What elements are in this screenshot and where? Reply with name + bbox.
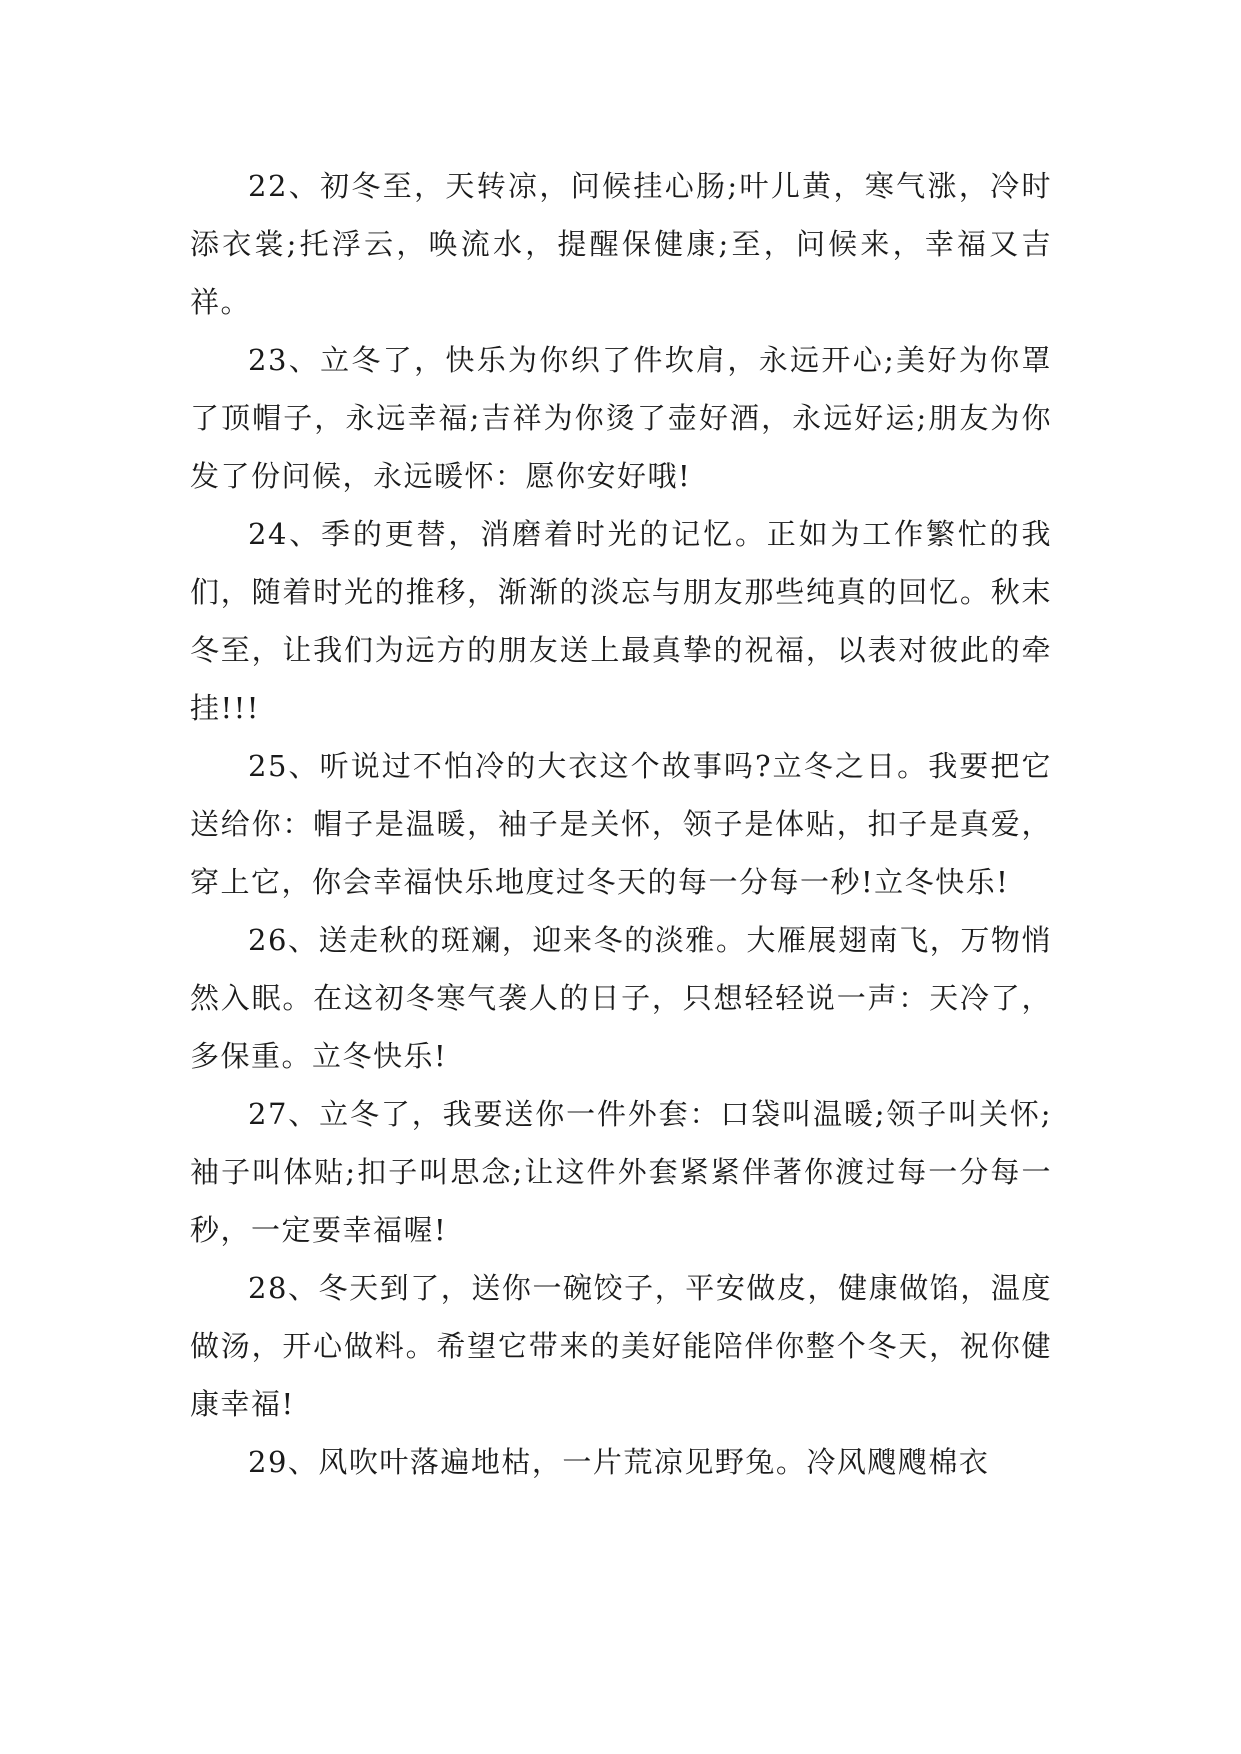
paragraph-23: 23、立冬了，快乐为你织了件坎肩，永远开心;美好为你罩了顶帽子，永远幸福;吉祥为你烫了壶好酒，永远好运;朋友为你发了份问候，永远暖怀：愿你安好哦! xyxy=(190,343,1052,493)
paragraph-27: 27、立冬了，我要送你一件外套：口袋叫温暖;领子叫关怀;袖子叫体贴;扣子叫思念;让这件外套紧紧伴著你渡过每一分每一秒，一定要幸福喔! xyxy=(190,1097,1052,1247)
paragraph-28: 28、冬天到了，送你一碗饺子，平安做皮，健康做馅，温度做汤，开心做料。希望它带来的美好能陪伴你整个冬天，祝你健康幸福! xyxy=(190,1271,1052,1421)
paragraph-29: 29、风吹叶落遍地枯，一片荒凉见野兔。冷风飕飕棉衣 xyxy=(248,1445,990,1479)
document-body xyxy=(190,157,1052,1491)
paragraph-26: 26、送走秋的斑斓，迎来冬的淡雅。大雁展翅南飞，万物悄然入眠。在这初冬寒气袭人的日子，只想轻轻说一声：天冷了，多保重。立冬快乐! xyxy=(190,923,1052,1073)
paragraph-22: 22、初冬至，天转凉，问候挂心肠;叶儿黄，寒气涨，冷时添衣裳;托浮云，唤流水，提醒保健康;至，问候来，幸福又吉祥。 xyxy=(190,169,1052,319)
paragraph-25: 25、听说过不怕冷的大衣这个故事吗?立冬之日。我要把它送给你：帽子是温暖，袖子是关怀，领子是体贴，扣子是真爱，穿上它，你会幸福快乐地度过冬天的每一分每一秒!立冬快乐! xyxy=(190,749,1052,899)
paragraph-24: 24、季的更替，消磨着时光的记忆。正如为工作繁忙的我们，随着时光的推移，渐渐的淡忘与朋友那些纯真的回忆。秋末冬至，让我们为远方的朋友送上最真挚的祝福，以表对彼此的牵挂!!! xyxy=(190,517,1052,725)
